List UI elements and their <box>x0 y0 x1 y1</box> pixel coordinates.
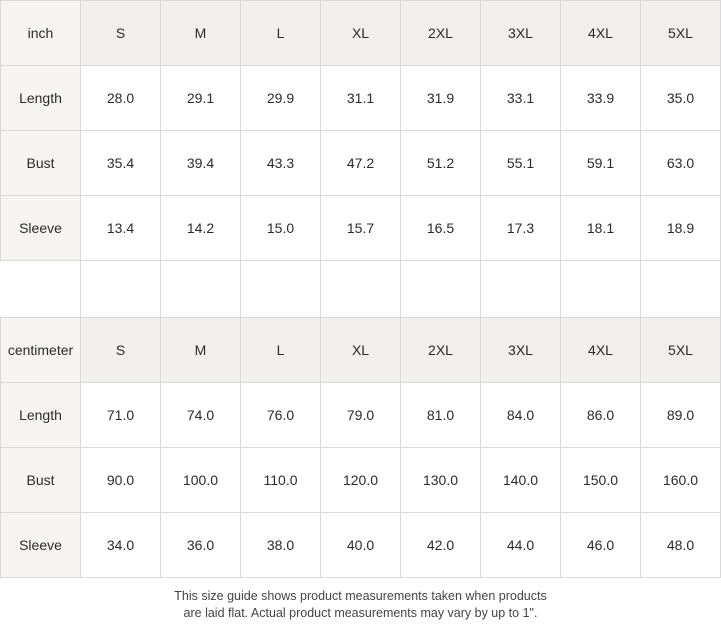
inch-size-header-m: M <box>161 1 241 66</box>
inch-size-header-2xl: 2XL <box>401 1 481 66</box>
inch-sleeve-xl: 15.7 <box>321 196 401 261</box>
spacer-cell <box>481 261 561 318</box>
inch-length-xl: 31.1 <box>321 66 401 131</box>
cm-bust-3xl: 140.0 <box>481 448 561 513</box>
inch-size-header-4xl: 4XL <box>561 1 641 66</box>
cm-sleeve-2xl: 42.0 <box>401 513 481 578</box>
cm-bust-xl: 120.0 <box>321 448 401 513</box>
inch-bust-xl: 47.2 <box>321 131 401 196</box>
inch-size-header-5xl: 5XL <box>641 1 721 66</box>
inch-sleeve-5xl: 18.9 <box>641 196 721 261</box>
inch-bust-l: 43.3 <box>241 131 321 196</box>
inch-row-label-sleeve: Sleeve <box>1 196 81 261</box>
cm-length-2xl: 81.0 <box>401 383 481 448</box>
cm-bust-4xl: 150.0 <box>561 448 641 513</box>
cm-sleeve-4xl: 46.0 <box>561 513 641 578</box>
inch-length-m: 29.1 <box>161 66 241 131</box>
inch-sleeve-2xl: 16.5 <box>401 196 481 261</box>
cm-bust-2xl: 130.0 <box>401 448 481 513</box>
table-row <box>1 448 721 513</box>
cm-row-label-length: Length <box>1 383 81 448</box>
inch-unit-label: inch <box>1 1 81 66</box>
table-row <box>1 66 721 131</box>
spacer-left-cell <box>1 261 81 318</box>
inch-row-label-bust: Bust <box>1 131 81 196</box>
inch-bust-4xl: 59.1 <box>561 131 641 196</box>
cm-bust-5xl: 160.0 <box>641 448 721 513</box>
table-row <box>1 131 721 196</box>
inch-length-s: 28.0 <box>81 66 161 131</box>
inch-length-4xl: 33.9 <box>561 66 641 131</box>
inch-bust-m: 39.4 <box>161 131 241 196</box>
footnote-line-1: This size guide shows product measurements taken when products <box>174 589 547 603</box>
inch-bust-5xl: 63.0 <box>641 131 721 196</box>
cm-sleeve-5xl: 48.0 <box>641 513 721 578</box>
cm-sleeve-3xl: 44.0 <box>481 513 561 578</box>
spacer-cell <box>321 261 401 318</box>
inch-header-row <box>1 1 721 66</box>
spacer-cell <box>401 261 481 318</box>
cm-sleeve-m: 36.0 <box>161 513 241 578</box>
cm-row-label-bust: Bust <box>1 448 81 513</box>
inch-sleeve-l: 15.0 <box>241 196 321 261</box>
cm-size-header-4xl: 4XL <box>561 318 641 383</box>
cm-unit-label: centimeter <box>1 318 81 383</box>
cm-size-header-5xl: 5XL <box>641 318 721 383</box>
cm-length-4xl: 86.0 <box>561 383 641 448</box>
spacer-cell <box>241 261 321 318</box>
cm-size-header-l: L <box>241 318 321 383</box>
cm-length-m: 74.0 <box>161 383 241 448</box>
table-row <box>1 196 721 261</box>
spacer-cell <box>561 261 641 318</box>
cm-sleeve-xl: 40.0 <box>321 513 401 578</box>
spacer-cell <box>641 261 721 318</box>
spacer-cell <box>81 261 161 318</box>
section-spacer-row <box>1 261 721 318</box>
inch-sleeve-m: 14.2 <box>161 196 241 261</box>
inch-length-5xl: 35.0 <box>641 66 721 131</box>
inch-sleeve-3xl: 17.3 <box>481 196 561 261</box>
inch-bust-2xl: 51.2 <box>401 131 481 196</box>
cm-bust-m: 100.0 <box>161 448 241 513</box>
inch-size-header-l: L <box>241 1 321 66</box>
size-guide-footnote <box>0 578 721 622</box>
inch-length-3xl: 33.1 <box>481 66 561 131</box>
cm-size-header-m: M <box>161 318 241 383</box>
inch-row-label-length: Length <box>1 66 81 131</box>
cm-length-xl: 79.0 <box>321 383 401 448</box>
inch-sleeve-s: 13.4 <box>81 196 161 261</box>
cm-length-3xl: 84.0 <box>481 383 561 448</box>
inch-size-header-xl: XL <box>321 1 401 66</box>
cm-length-l: 76.0 <box>241 383 321 448</box>
cm-row-label-sleeve: Sleeve <box>1 513 81 578</box>
cm-size-header-xl: XL <box>321 318 401 383</box>
footnote-line-2: are laid flat. Actual product measurements may vary by up to 1". <box>183 606 538 620</box>
inch-size-header-3xl: 3XL <box>481 1 561 66</box>
table-row <box>1 513 721 578</box>
cm-length-s: 71.0 <box>81 383 161 448</box>
table-row <box>1 383 721 448</box>
cm-bust-s: 90.0 <box>81 448 161 513</box>
cm-sleeve-l: 38.0 <box>241 513 321 578</box>
cm-bust-l: 110.0 <box>241 448 321 513</box>
inch-length-l: 29.9 <box>241 66 321 131</box>
spacer-cell <box>161 261 241 318</box>
cm-size-header-3xl: 3XL <box>481 318 561 383</box>
cm-size-header-s: S <box>81 318 161 383</box>
inch-bust-s: 35.4 <box>81 131 161 196</box>
cm-header-row <box>1 318 721 383</box>
inch-sleeve-4xl: 18.1 <box>561 196 641 261</box>
cm-length-5xl: 89.0 <box>641 383 721 448</box>
cm-sleeve-s: 34.0 <box>81 513 161 578</box>
inch-size-header-s: S <box>81 1 161 66</box>
cm-size-header-2xl: 2XL <box>401 318 481 383</box>
inch-length-2xl: 31.9 <box>401 66 481 131</box>
inch-bust-3xl: 55.1 <box>481 131 561 196</box>
